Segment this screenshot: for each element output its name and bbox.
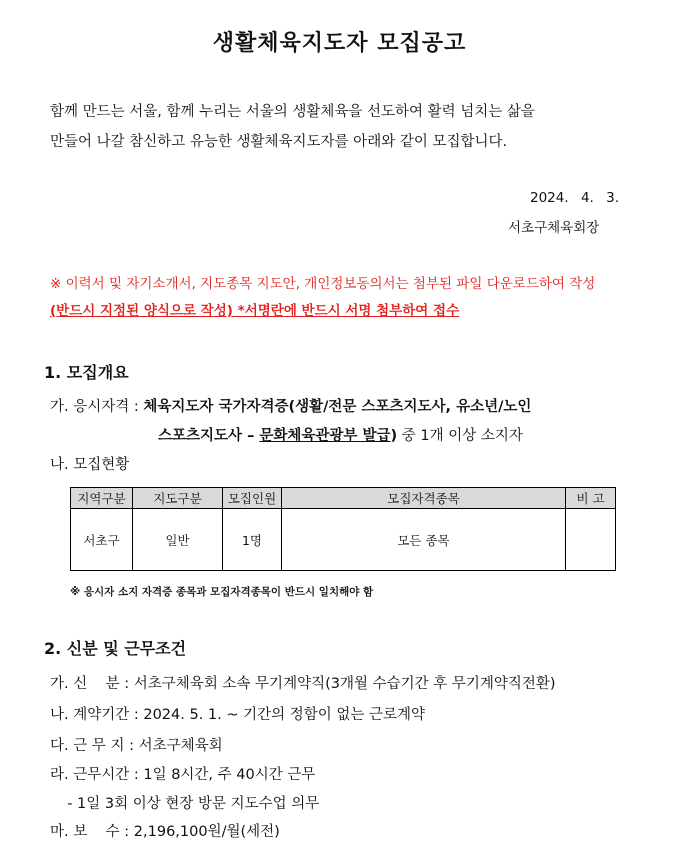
condition-workplace: 다. 근 무 지 : 서초구체육회 bbox=[50, 738, 223, 754]
qualification-item bbox=[50, 395, 531, 416]
table-header-row bbox=[71, 488, 616, 509]
qualification-paren: ) bbox=[390, 428, 398, 444]
recruit-table bbox=[70, 487, 616, 571]
condition-contract: 나. 계약기간 : 2024. 5. 1. ~ 기간의 정함이 없는 근로계약 bbox=[50, 707, 426, 723]
qualification-text-2: 스포츠지도사 – bbox=[158, 428, 260, 444]
cell-type: 일반 bbox=[133, 509, 223, 571]
recruit-status-label: 나. 모집현황 bbox=[50, 457, 130, 473]
header-count: 모집인원 bbox=[223, 488, 282, 509]
header-sport: 모집자격종목 bbox=[282, 488, 566, 509]
intro-line-2: 만들어 나갈 참신하고 유능한 생활체육지도자를 아래와 같이 모집합니다. bbox=[50, 134, 508, 150]
condition-salary: 마. 보 수 : 2,196,100원/월(세전) bbox=[50, 824, 280, 840]
notice-line-2: (반드시 지정된 양식으로 작성) *서명란에 반드시 서명 첨부하여 접수 bbox=[50, 303, 460, 319]
cell-remarks bbox=[566, 509, 616, 571]
table-row bbox=[71, 509, 616, 571]
condition-visit-duty: - 1일 3회 이상 현장 방문 지도수업 의무 bbox=[58, 796, 320, 812]
header-type: 지도구분 bbox=[133, 488, 223, 509]
page-title: 생활체육지도자 모집공고 bbox=[212, 31, 467, 56]
condition-status: 가. 신 분 : 서초구체육회 소속 무기계약직(3개월 수습기간 후 무기계약직전환) bbox=[50, 676, 556, 692]
announcement-date: 2024. 4. 3. bbox=[530, 190, 619, 206]
notice-line-1: ※ 이력서 및 자기소개서, 지도종목 지도안, 개인정보동의서는 첨부된 파일 다운로드하여 작성 bbox=[50, 276, 596, 292]
organization-name: 서초구체육회장 bbox=[508, 220, 600, 236]
section-1-heading: 1. 모집개요 bbox=[44, 363, 129, 382]
header-region: 지역구분 bbox=[71, 488, 133, 509]
condition-hours: 라. 근무시간 : 1일 8시간, 주 40시간 근무 bbox=[50, 767, 316, 783]
section-2-heading: 2. 신분 및 근무조건 bbox=[44, 639, 187, 658]
qualification-label: 가. 응시자격 : bbox=[50, 399, 144, 415]
cell-sport: 모든 종목 bbox=[282, 509, 566, 571]
header-remarks: 비 고 bbox=[566, 488, 616, 509]
qualification-item-cont bbox=[158, 424, 523, 445]
cell-count: 1명 bbox=[223, 509, 282, 571]
qualification-text-1: 체육지도자 국가자격증(생활/전문 스포츠지도사, 유소년/노인 bbox=[143, 399, 532, 415]
cell-region: 서초구 bbox=[71, 509, 133, 571]
intro-line-1: 함께 만드는 서울, 함께 누리는 서울의 생활체육을 선도하여 활력 넘치는 삶을 bbox=[50, 104, 535, 120]
table-footnote: ※ 응시자 소지 자격증 종목과 모집자격종목이 반드시 일치해야 함 bbox=[70, 586, 374, 598]
qualification-text-3: 중 1개 이상 소지자 bbox=[397, 428, 523, 444]
qualification-issuer: 문화체육관광부 발급 bbox=[259, 428, 391, 444]
